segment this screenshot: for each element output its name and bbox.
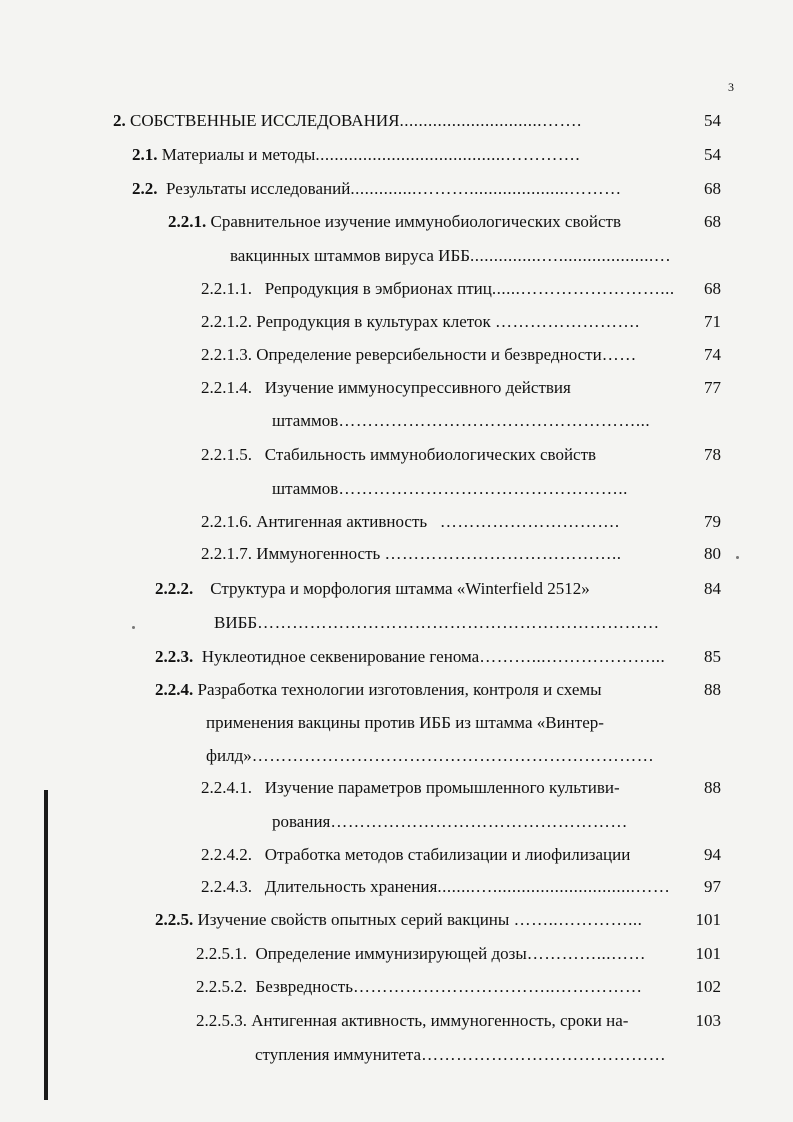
toc-entry-page: 54 bbox=[704, 145, 721, 164]
toc-entry-number: 2.2.5. bbox=[155, 910, 194, 929]
toc-entry-leader: ………………………………………….. bbox=[338, 479, 628, 498]
toc-entry-number: 2.2.4. bbox=[155, 680, 194, 699]
toc-entry-leader: ……………………. bbox=[494, 312, 640, 331]
toc-entry-title: рования bbox=[272, 812, 331, 831]
toc-entry-leader: ........................................…………. bbox=[315, 145, 581, 164]
toc-entry-title: штаммов bbox=[272, 479, 339, 498]
toc-entry-number: 2.2.1.3. bbox=[201, 345, 252, 364]
toc-entry-title: Нуклеотидное секвенирование генома bbox=[201, 647, 480, 666]
toc-entry-page: 68 bbox=[704, 279, 721, 298]
toc-entry-continuation bbox=[230, 246, 671, 266]
toc-entry-number: 2.2.5.1. bbox=[196, 944, 247, 963]
toc-entry-title: Изучение иммуносупрессивного действия bbox=[264, 378, 571, 397]
toc-entry-number: 2.1. bbox=[132, 145, 158, 164]
toc-entry-page: 77 bbox=[704, 378, 721, 397]
toc-entry bbox=[201, 345, 637, 365]
toc-entry bbox=[132, 145, 580, 165]
toc-entry bbox=[201, 312, 640, 332]
toc-entry-leader: …………………………………………………………… bbox=[251, 746, 655, 765]
toc-entry bbox=[113, 111, 582, 131]
toc-entry-leader: ...............…....................… bbox=[469, 246, 672, 265]
toc-entry-title: Антигенная активность bbox=[256, 512, 428, 531]
toc-entry-leader: …………………………………… bbox=[421, 1045, 667, 1064]
toc-entry-title: Определение реверсибельности и безвредности bbox=[256, 345, 602, 364]
toc-entry-title: Структура и морфология штамма «Winterfield 2512» bbox=[210, 579, 590, 598]
toc-entry-leader: ……………………………………………... bbox=[338, 411, 651, 430]
toc-entry bbox=[196, 944, 646, 964]
toc-entry-number: 2.2.5.3. bbox=[196, 1011, 247, 1030]
toc-entry-leader: ……..…………... bbox=[513, 910, 643, 929]
toc-entry-leader: …… bbox=[601, 345, 637, 364]
toc-entry-number: 2.2.1. bbox=[168, 212, 207, 231]
toc-entry-number: 2.2.2. bbox=[155, 579, 194, 598]
toc-entry bbox=[201, 877, 670, 897]
toc-entry-title: вакцинных штаммов вируса ИББ bbox=[230, 246, 470, 265]
toc-entry-page: 101 bbox=[695, 944, 721, 963]
toc-entry-page: 78 bbox=[704, 445, 721, 464]
toc-entry bbox=[201, 845, 630, 865]
toc-entry-leader: ………...………………... bbox=[479, 647, 666, 666]
toc-entry bbox=[132, 179, 622, 199]
toc-entry-number: 2.2.5.2. bbox=[196, 977, 247, 996]
toc-entry-title: Изучение свойств опытных серий вакцины bbox=[197, 910, 510, 929]
toc-entry-number: 2.2.1.5. bbox=[201, 445, 252, 464]
toc-entry-continuation bbox=[272, 411, 650, 431]
toc-entry-continuation bbox=[206, 713, 604, 733]
toc-entry-title: филд» bbox=[206, 746, 252, 765]
toc-entry-page: 88 bbox=[704, 680, 721, 699]
toc-entry-title: Определение иммунизирующей дозы bbox=[255, 944, 527, 963]
toc-entry-page: 85 bbox=[704, 647, 721, 666]
toc-entry-page: 71 bbox=[704, 312, 721, 331]
toc-entry bbox=[201, 378, 571, 398]
toc-entry-continuation bbox=[272, 812, 628, 832]
toc-entry bbox=[155, 680, 602, 700]
toc-entry-leader: ……………………………..…………… bbox=[352, 977, 643, 996]
scan-speck bbox=[736, 556, 739, 559]
toc-entry-page: 80 bbox=[704, 544, 721, 563]
toc-entry-number: 2.2.1.1. bbox=[201, 279, 252, 298]
toc-entry-leader: ………………………………….. bbox=[384, 544, 622, 563]
toc-entry-page: 68 bbox=[704, 179, 721, 198]
toc-entry-leader: ........…..............................…… bbox=[437, 877, 671, 896]
toc-entry-leader: …………………………………………… bbox=[330, 812, 628, 831]
toc-entry-page: 101 bbox=[695, 910, 721, 929]
toc-entry-title: Иммуногенность bbox=[256, 544, 381, 563]
toc-entry-number: 2.2.4.1. bbox=[201, 778, 252, 797]
toc-entry-title: Сравнительное изучение иммунобиологических свойств bbox=[210, 212, 621, 231]
toc-entry bbox=[201, 445, 596, 465]
toc-entry-page: 54 bbox=[704, 111, 721, 130]
toc-entry-title: Длительность хранения bbox=[264, 877, 438, 896]
toc-entry-number: 2. bbox=[113, 111, 126, 130]
toc-entry-continuation bbox=[206, 746, 654, 766]
toc-entry-number: 2.2.1.4. bbox=[201, 378, 252, 397]
toc-entry-continuation bbox=[214, 613, 660, 633]
toc-entry bbox=[155, 579, 590, 599]
toc-entry-leader: ......……………………... bbox=[491, 279, 675, 298]
page-number: 3 bbox=[728, 80, 734, 94]
toc-entry-page: 74 bbox=[704, 345, 721, 364]
toc-entry-leader: …………………………. bbox=[439, 512, 620, 531]
toc-entry-page: 68 bbox=[704, 212, 721, 231]
toc-entry bbox=[201, 544, 622, 564]
toc-entry-title: СОБСТВЕННЫЕ ИССЛЕДОВАНИЯ bbox=[130, 111, 400, 130]
toc-entry bbox=[201, 778, 620, 798]
toc-entry-continuation bbox=[255, 1045, 666, 1065]
toc-entry-title: ступления иммунитета bbox=[255, 1045, 422, 1064]
toc-entry bbox=[155, 910, 642, 930]
toc-entry-title: штаммов bbox=[272, 411, 339, 430]
toc-entry bbox=[155, 647, 665, 667]
scan-margin-bar bbox=[44, 790, 48, 1100]
toc-entry bbox=[196, 977, 642, 997]
scan-speck bbox=[132, 626, 135, 629]
toc-entry-page: 97 bbox=[704, 877, 721, 896]
toc-entry-title: Репродукция в культурах клеток bbox=[256, 312, 491, 331]
toc-entry-title: Репродукция в эмбрионах птиц bbox=[264, 279, 492, 298]
toc-entry-title: Результаты исследований bbox=[166, 179, 351, 198]
toc-entry-title: Стабильность иммунобиологических свойств bbox=[264, 445, 597, 464]
toc-entry-title: применения вакцины против ИББ из штамма «Винтер- bbox=[206, 713, 604, 732]
toc-entry bbox=[201, 279, 675, 299]
toc-entry bbox=[201, 512, 620, 532]
toc-entry-title: Отработка методов стабилизации и лиофилизации bbox=[264, 845, 631, 864]
toc-entry bbox=[168, 212, 621, 232]
toc-entry bbox=[196, 1011, 628, 1031]
toc-entry-number: 2.2.4.2. bbox=[201, 845, 252, 864]
toc-entry-title: Безвредность bbox=[255, 977, 353, 996]
toc-entry-leader: …………...…… bbox=[526, 944, 647, 963]
toc-entry-title: Изучение параметров промышленного культиви- bbox=[264, 778, 620, 797]
toc-entry-number: 2.2.1.2. bbox=[201, 312, 252, 331]
toc-entry-number: 2.2. bbox=[132, 179, 158, 198]
toc-entry-page: 84 bbox=[704, 579, 721, 598]
toc-entry-leader: …………………………………………………………… bbox=[257, 613, 660, 632]
toc-entry-number: 2.2.3. bbox=[155, 647, 194, 666]
toc-entry-title: ВИББ bbox=[214, 613, 258, 632]
toc-entry-number: 2.2.1.6. bbox=[201, 512, 252, 531]
toc-entry-number: 2.2.4.3. bbox=[201, 877, 252, 896]
toc-entry-continuation bbox=[272, 479, 628, 499]
toc-entry-title: Разработка технологии изготовления, контроля и схемы bbox=[197, 680, 602, 699]
toc-entry-title: Антигенная активность, иммуногенность, сроки на- bbox=[251, 1011, 629, 1030]
toc-entry-number: 2.2.1.7. bbox=[201, 544, 252, 563]
toc-entry-leader: ..............……….....................……… bbox=[350, 179, 622, 198]
toc-entry-leader: ..............................……. bbox=[399, 111, 582, 130]
toc-entry-page: 79 bbox=[704, 512, 721, 531]
toc-entry-page: 94 bbox=[704, 845, 721, 864]
toc-entry-page: 103 bbox=[695, 1011, 721, 1030]
toc-entry-page: 102 bbox=[695, 977, 721, 996]
toc-entry-title: Материалы и методы bbox=[161, 145, 316, 164]
toc-entry-page: 88 bbox=[704, 778, 721, 797]
